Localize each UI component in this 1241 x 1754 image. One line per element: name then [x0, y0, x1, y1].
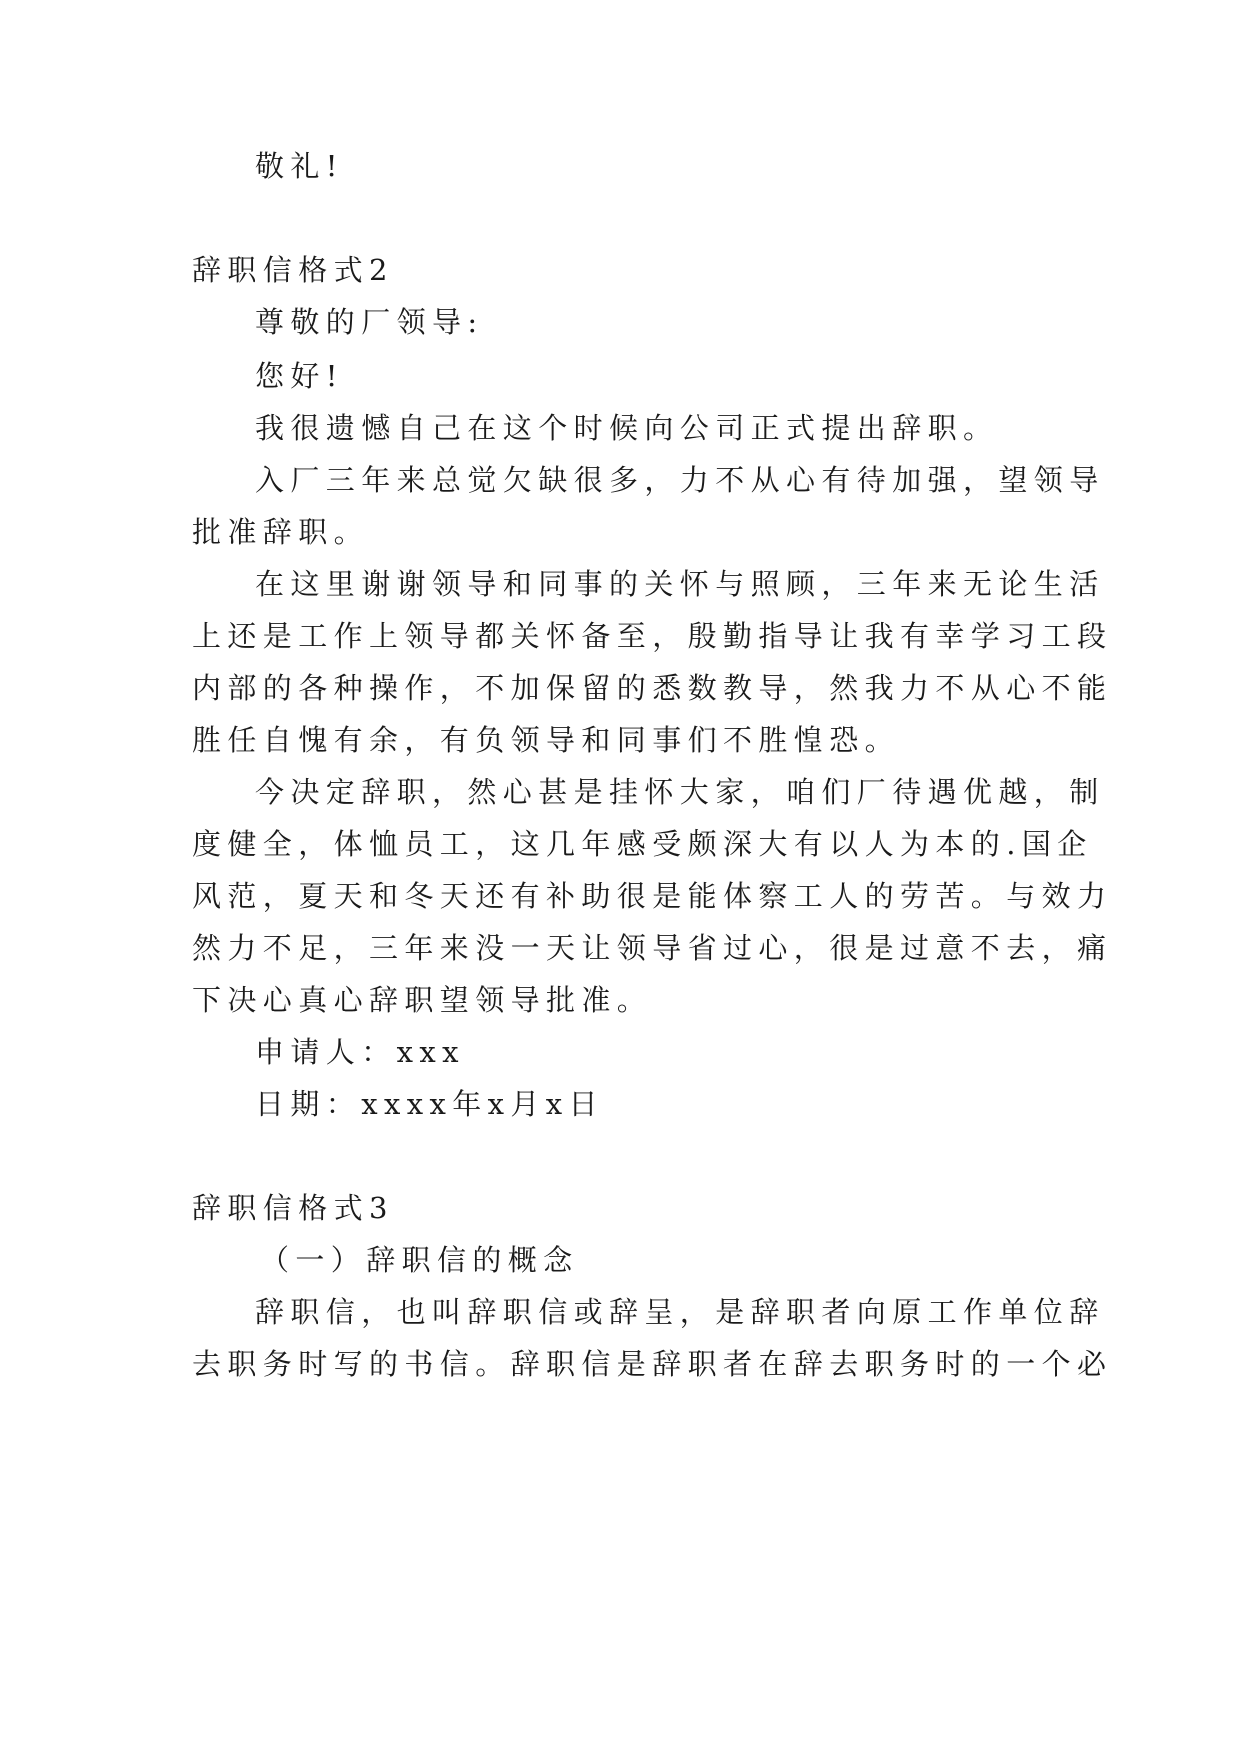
paragraph-line: 入厂三年来总觉欠缺很多，力不从心有待加强，望领导: [255, 463, 1105, 497]
paragraph-line: 内部的各种操作，不加保留的悉数教导，然我力不从心不能: [192, 671, 1113, 705]
section-title: 辞职信格式2: [192, 253, 394, 287]
closing-salutation: 敬礼!: [255, 149, 344, 183]
section-title: 辞职信格式3: [192, 1191, 394, 1225]
paragraph-line: 风范，夏天和冬天还有补助很是能体察工人的劳苦。与效力: [192, 879, 1113, 913]
paragraph-line: 然力不足，三年来没一天让领导省过心，很是过意不去，痛: [192, 931, 1113, 965]
paragraph-line: 胜任自愧有余，有负领导和同事们不胜惶恐。: [192, 723, 901, 757]
paragraph-line: 批准辞职。: [192, 515, 370, 549]
paragraph-line: 去职务时写的书信。辞职信是辞职者在辞去职务时的一个必: [192, 1347, 1113, 1381]
applicant-line: 申请人：xxx: [255, 1035, 465, 1069]
paragraph-line: 今决定辞职，然心甚是挂怀大家，咱们厂待遇优越，制: [255, 775, 1105, 809]
letter-greeting: 您好!: [255, 359, 344, 393]
paragraph-line: 辞职信，也叫辞职信或辞呈，是辞职者向原工作单位辞: [255, 1295, 1105, 1329]
paragraph-line: 下决心真心辞职望领导批准。: [192, 983, 653, 1017]
paragraph-line: 上还是工作上领导都关怀备至，殷勤指导让我有幸学习工段: [192, 619, 1113, 653]
paragraph-line: 在这里谢谢领导和同事的关怀与照顾，三年来无论生活: [255, 567, 1105, 601]
letter-salutation: 尊敬的厂领导:: [255, 305, 484, 339]
section-subheading: （一）辞职信的概念: [260, 1243, 579, 1277]
paragraph-line: 度健全，体恤员工，这几年感受颇深大有以人为本的.国企: [192, 827, 1093, 861]
paragraph-line: 我很遗憾自己在这个时候向公司正式提出辞职。: [255, 411, 999, 445]
date-line: 日期：xxxx年x月x日: [255, 1087, 604, 1121]
